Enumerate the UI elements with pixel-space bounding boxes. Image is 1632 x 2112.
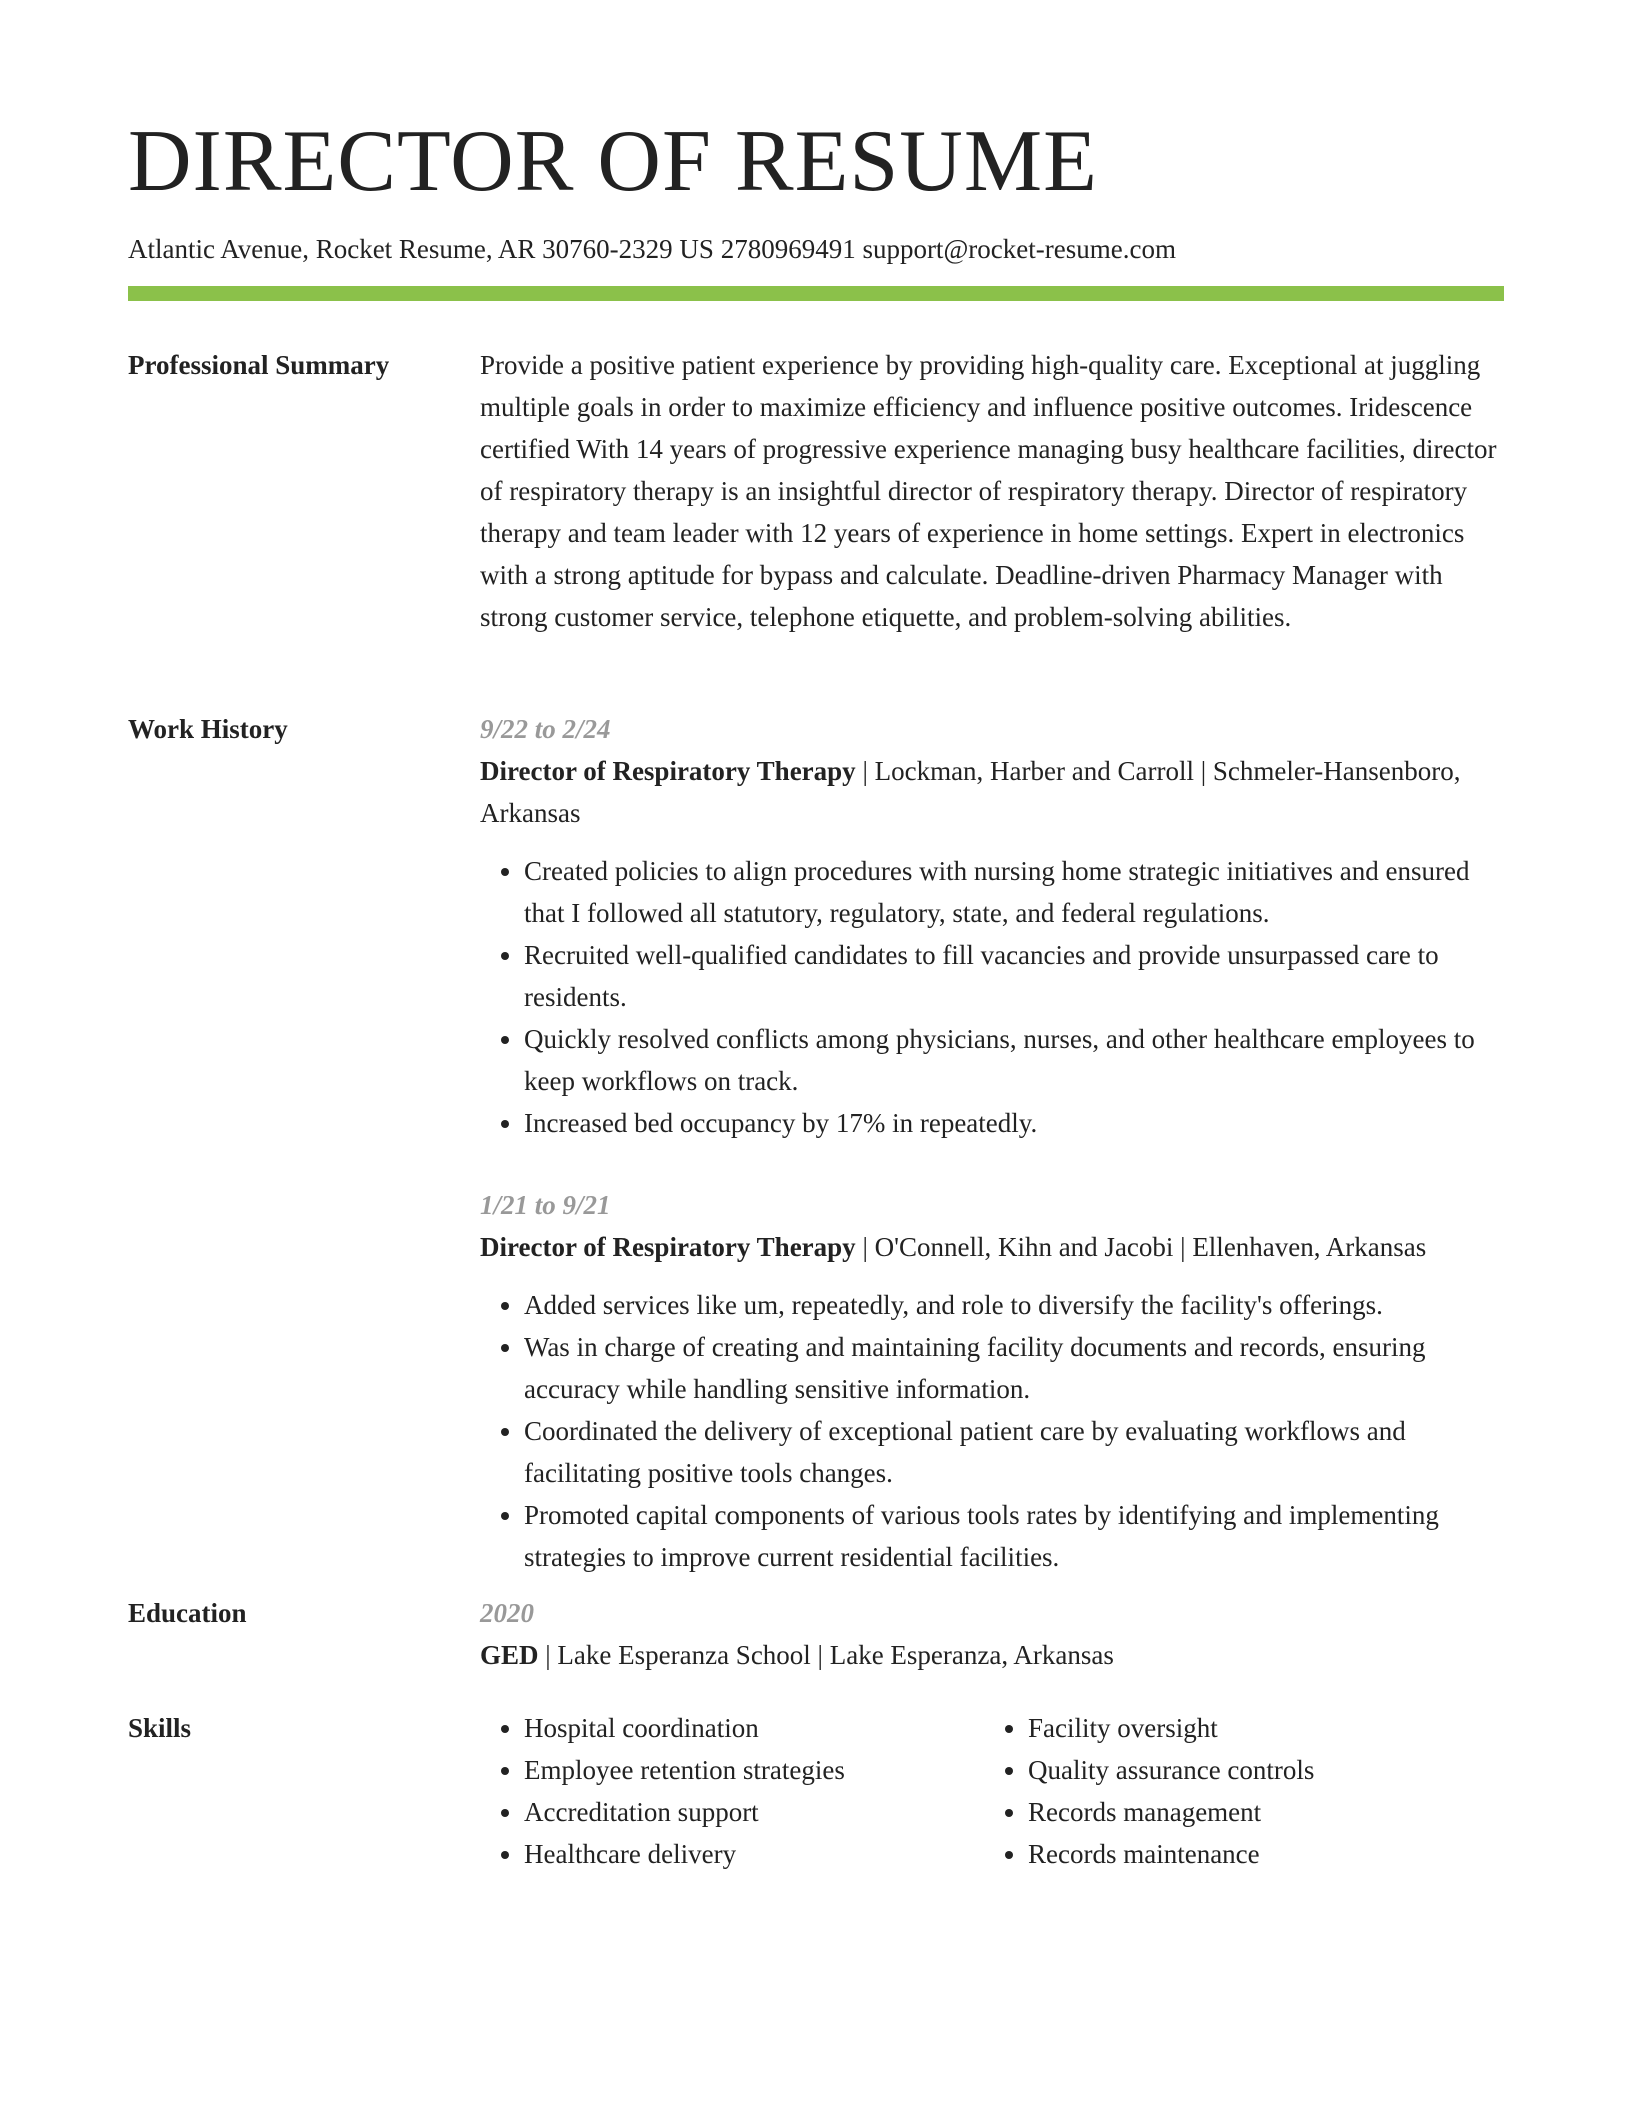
contact-line <box>128 232 1176 266</box>
list-item: • Accreditation support <box>524 1791 984 1833</box>
education-heading <box>480 1634 1504 1676</box>
list-item: • Employee retention strategies <box>524 1749 984 1791</box>
list-item: • Was in charge of creating and maintaining facility documents and records, ensuring accuracy while handling sensitive information. <box>524 1326 1504 1410</box>
list-item: • Healthcare delivery <box>524 1833 984 1875</box>
skills-column-1 <box>480 1707 984 1875</box>
list-item: • Hospital coordination <box>524 1707 984 1749</box>
list-item: • Recruited well-qualified candidates to fill vacancies and provide unsurpassed care to residents. <box>524 934 1504 1018</box>
list-item: • Records management <box>1028 1791 1488 1833</box>
job-dates: 9/22 to 2/24 <box>480 714 611 744</box>
list-item: • Added services like um, repeatedly, and role to diversify the facility's offerings. <box>524 1284 1504 1326</box>
list-item: • Records maintenance <box>1028 1833 1488 1875</box>
education-year: 2020 <box>480 1598 534 1628</box>
education-degree: GED <box>480 1640 539 1670</box>
section-title: Work History <box>128 714 288 744</box>
job-employer-location: | Lockman, Harber and Carroll | Schmeler-Hansenboro, Arkansas <box>480 756 1461 828</box>
summary-text: Provide a positive patient experience by providing high-quality care. Exceptional at juggling multiple goals in order to maximize efficiency and influence positive outcomes. Iridescence certified With 14 years of progressive experience managing busy healthcare facilities, director of respiratory therapy is an insightful director of respiratory therapy. Director of respiratory therapy and team leader with 12 years of experience in home settings. Expert in electronics with a strong aptitude for bypass and calculate. Deadline-driven Pharmacy Manager with strong customer service, telephone etiquette, and problem-solving abilities. <box>480 350 1497 632</box>
list-item: • Increased bed occupancy by 17% in repeatedly. <box>524 1102 1504 1144</box>
job-entry <box>480 1184 1504 1578</box>
skills-column-2 <box>984 1707 1488 1875</box>
job-heading <box>480 1226 1504 1268</box>
summary-body <box>480 344 1504 638</box>
job-title: Director of Respiratory Therapy <box>480 1232 856 1262</box>
job-entry <box>480 708 1504 1144</box>
list-item: • Quickly resolved conflicts among physicians, nurses, and other healthcare employees to keep workflows on track. <box>524 1018 1504 1102</box>
job-employer-location: | O'Connell, Kihn and Jacobi | Ellenhaven, Arkansas <box>855 1232 1427 1262</box>
job-title: Director of Respiratory Therapy <box>480 756 856 786</box>
contact-phone: 2780969491 <box>720 234 856 264</box>
work-history-body <box>480 708 1504 1578</box>
list-item: • Created policies to align procedures with nursing home strategic initiatives and ensured that I followed all statutory, regulatory, state, and federal regulations. <box>524 850 1504 934</box>
contact-address: Atlantic Avenue, Rocket Resume, AR 30760-2329 US <box>128 234 714 264</box>
list-item: • Coordinated the delivery of exceptional patient care by evaluating workflows and facilitating positive tools changes. <box>524 1410 1504 1494</box>
section-title: Skills <box>128 1713 192 1743</box>
contact-email: support@rocket-resume.com <box>862 234 1176 264</box>
section-title: Education <box>128 1598 247 1628</box>
job-dates: 1/21 to 9/21 <box>480 1190 611 1220</box>
job-bullets <box>480 850 1504 1144</box>
job-bullets <box>480 1284 1504 1578</box>
candidate-name: DIRECTOR OF RESUME <box>128 113 1098 210</box>
skills-body <box>480 1707 1504 1875</box>
education-body <box>480 1592 1504 1676</box>
list-item: • Facility oversight <box>1028 1707 1488 1749</box>
list-item: • Quality assurance controls <box>1028 1749 1488 1791</box>
accent-divider <box>128 286 1504 301</box>
section-title: Professional Summary <box>128 350 390 380</box>
job-heading <box>480 750 1504 834</box>
education-school-location: | Lake Esperanza School | Lake Esperanza, Arkansas <box>538 1640 1114 1670</box>
list-item: • Promoted capital components of various tools rates by identifying and implementing strategies to improve current residential facilities. <box>524 1494 1504 1578</box>
